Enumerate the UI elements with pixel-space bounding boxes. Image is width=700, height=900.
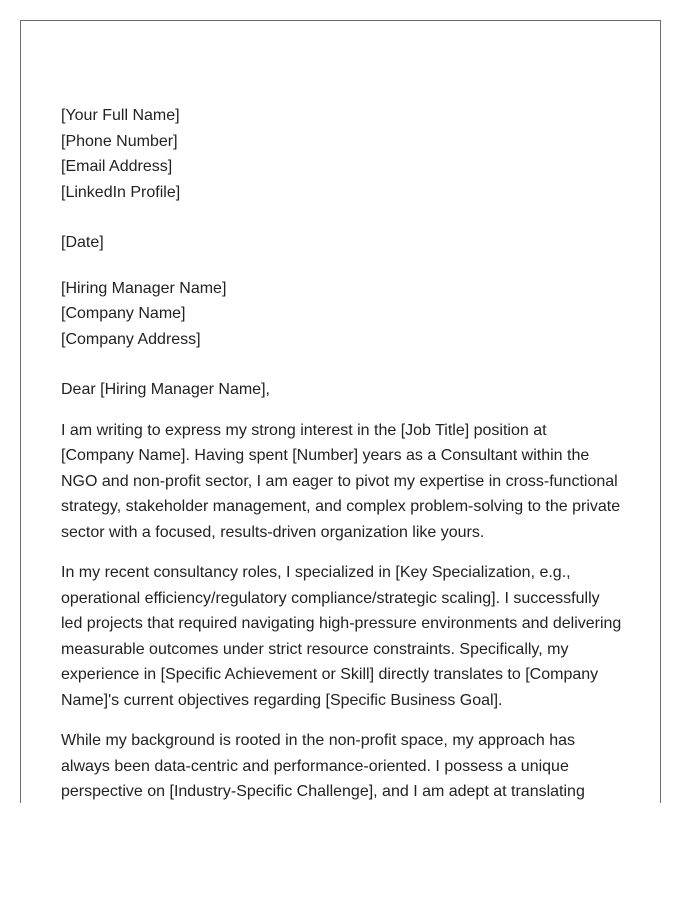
sender-name: [Your Full Name] — [61, 107, 180, 124]
letter-body — [61, 103, 623, 803]
recipient-address: [Company Address] — [61, 330, 201, 348]
date-block — [61, 230, 623, 256]
body-paragraph-1: I am writing to express my strong interest in the [Job Title] position at [Company Name]. Having spent [Number] years as a Consultant within the NGO and non-profit sector, I am eager to pivot my expertise in cross-functional strategy, stakeholder management, and complex problem-solving to the private sector with a focused, results-driven organization like yours. — [61, 421, 621, 541]
sender-phone: [Phone Number] — [61, 132, 178, 150]
letter-date: [Date] — [61, 234, 104, 251]
sender-block — [61, 103, 623, 205]
recipient-block — [61, 276, 623, 353]
salutation: Dear [Hiring Manager Name], — [61, 381, 270, 398]
sender-email: [Email Address] — [61, 158, 173, 175]
body-paragraph-2: In my recent consultancy roles, I specialized in [Key Specialization, e.g., operational efficiency/regulatory compliance/strategic scaling]. I successfully led projects that required navigating high-pressure environments and delivering measurable outcomes under strict resource constraints. Specifically, my experience in [Specific Achievement or Skill] directly translates to [Company Name]'s current objectives regarding [Specific Business Goal]. — [61, 564, 622, 709]
body-paragraph-3: While my background is rooted in the non-profit space, my approach has always been data-centric and performance-oriented. I possess a unique perspective on [Industry-Specific Challenge], and I am adept at translating — [61, 732, 585, 800]
recipient-manager: [Hiring Manager Name] — [61, 279, 227, 297]
sender-linkedin: [LinkedIn Profile] — [61, 183, 181, 201]
letter-page — [20, 20, 661, 803]
recipient-company: [Company Name] — [61, 305, 186, 322]
